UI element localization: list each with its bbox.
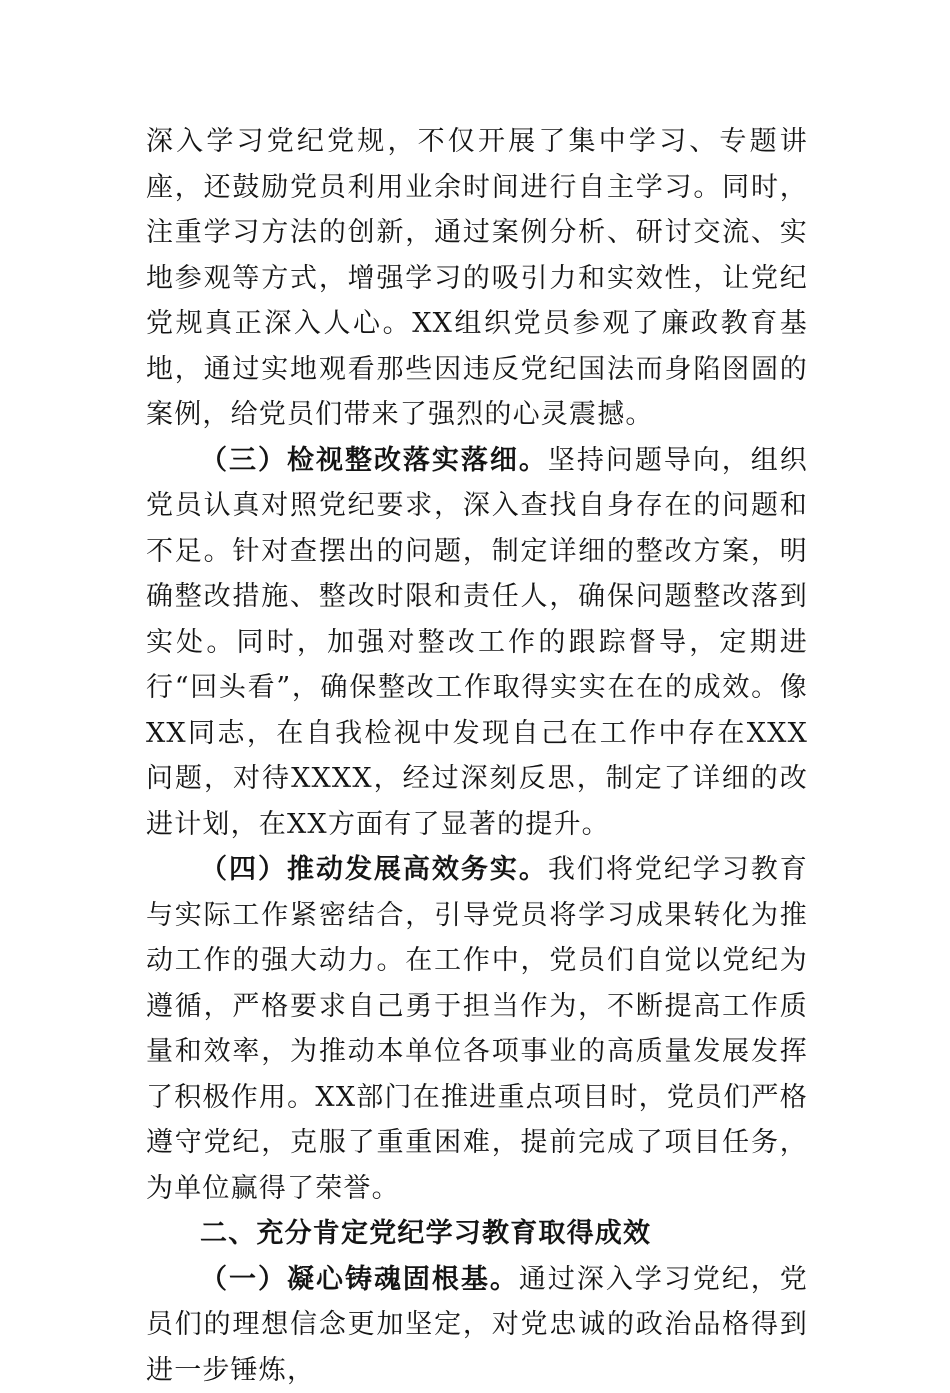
section-heading: 二、充分肯定党纪学习教育取得成效 [146, 1211, 808, 1257]
paragraph-text: 通过深入学习党纪，党员们的理想信念更加坚定，对党忠诚的政治品格得到进一步锤炼， [146, 1264, 808, 1386]
paragraph-development [146, 847, 808, 1211]
paragraph-text: 深入学习党纪党规，不仅开展了集中学习、专题讲座，还鼓励党员利用业余时间进行自主学习。同时，注重学习方法的创新，通过案例分析、研讨交流、实地参观等方式，增强学习的吸引力和实效性，让党纪党规真正深入人心。XX组织党员参观了廉政教育基地，通过实地观看那些因违反党纪国法而身陷囹圄的案例，给党员们带来了强烈的心灵震撼。 [146, 126, 808, 430]
paragraph-study-methods [146, 119, 808, 438]
paragraph-rectification [146, 438, 808, 848]
paragraph-lead: （四）推动发展高效务实。 [200, 854, 548, 885]
document-body [146, 119, 808, 1393]
paragraph-text: 我们将党纪学习教育与实际工作紧密结合，引导党员将学习成果转化为推动工作的强大动力。在工作中，党员们自觉以党纪为遵循，严格要求自己勇于担当作为，不断提高工作质量和效率，为推动本单位各项事业的高质量发展发挥了积极作用。XX部门在推进重点项目时，党员们严格遵守党纪，克服了重重困难，提前完成了项目任务，为单位赢得了荣誉。 [146, 854, 808, 1204]
paragraph-text: 坚持问题导向，组织党员认真对照党纪要求，深入查找自身存在的问题和不足。针对查摆出的问题，制定详细的整改方案，明确整改措施、整改时限和责任人，确保问题整改落到实处。同时，加强对整改工作的跟踪督导，定期进行“回头看”，确保整改工作取得实实在在的成效。像XX同志，在自我检视中发现自己在工作中存在XXX问题，对待XXXX，经过深刻反思，制定了详细的改进计划，在XX方面有了显著的提升。 [146, 445, 808, 840]
paragraph-lead: （三）检视整改落实落细。 [200, 445, 548, 476]
paragraph-lead: （一）凝心铸魂固根基。 [200, 1264, 519, 1295]
paragraph-ideals [146, 1257, 808, 1393]
